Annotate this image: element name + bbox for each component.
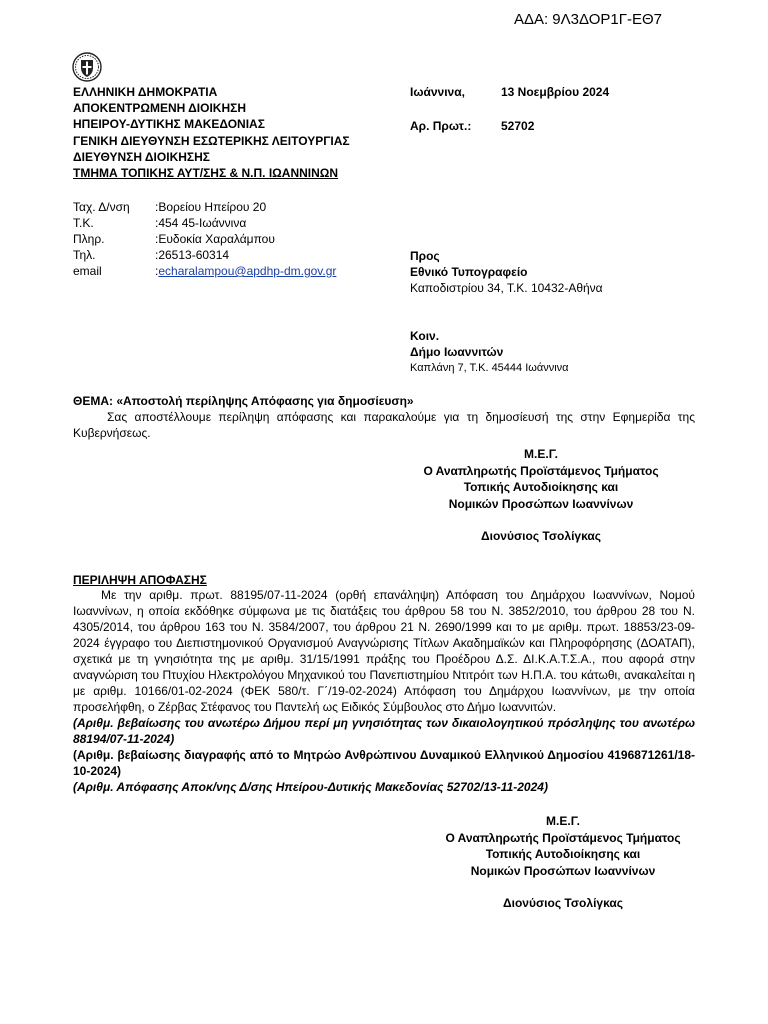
- contact-label: Τ.Κ.: [73, 216, 94, 230]
- authority-line: ΓΕΝΙΚΗ ΔΙΕΥΘΥΝΣΗ ΕΣΩΤΕΡΙΚΗΣ ΛΕΙΤΟΥΡΓΙΑΣ: [73, 133, 350, 148]
- authority-line: ΗΠΕΙΡΟΥ-ΔΥΤΙΚΗΣ ΜΑΚΕΔΟΝΙΑΣ: [73, 117, 265, 132]
- recipient-address: Καποδιστρίου 34, Τ.Κ. 10432-Αθήνα: [410, 281, 603, 295]
- ada-code: ΑΔΑ: 9Λ3ΔΟΡ1Γ-ΕΘ7: [513, 11, 662, 28]
- contact-label: Τηλ.: [73, 248, 96, 262]
- signature-meg: Μ.Ε.Γ.: [524, 447, 558, 461]
- contact-row: [73, 215, 336, 231]
- cc-label: Κοιν.: [410, 329, 440, 343]
- recipient-name: Εθνικό Τυπογραφείο: [410, 265, 528, 279]
- summary-paragraph: Με την αριθμ. πρωτ. 88195/07-11-2024 (ορθή επανάληψη) Απόφαση του Δημάρχου Ιωαννίνων, Νομού Ιωαννίνων, η οποία εκδόθηκε σύμφωνα με τις διατάξεις του άρθρου 58 του Ν. 3852/2010, του άρθρου 28 του Ν. 4305/2014, του άρθρου 163 του Ν. 3584/2007, του άρθρου 21 Ν. 2690/1999 και το με αριθμ. πρωτ. 18853/23-09-2024 έγγραφο του Διεπιστημονικού Οργανισμού Αναγνώρισης Τίτλων Ακαδημαϊκών και Πληροφόρησης (ΔΟΑΤΑΠ), σχετικά με τη γνησιότητα της με αριθμ. 31/15/1991 πράξης του Προέδρου Δ.Σ. ΔΙ.Κ.Α.Τ.Σ.Α., που αφορά στην αναγνώριση του Πτυχίου Ηλεκτρολόγου Μηχανικού του Πανεπιστημίου Ντιτρόιτ των Η.Π.Α. του κάτωθι, ανακαλείται η με αριθμ. 10166/01-02-2024 (ΦΕΚ 580/τ. Γ΄/19-02-2024) Απόφαση του Δημάρχου Ιωαννίνων, με την οποία προσελήφθη, ο Ζέρβας Στέφανος του Παντελή ως Ειδικός Σύμβουλος στο Δήμο Ιωαννιτών.: [73, 588, 695, 714]
- signatory-name: Διονύσιος Τσολίγκας: [481, 529, 601, 543]
- signature-title-line: Τοπικής Αυτοδιοίκησης και: [463, 480, 619, 494]
- greek-coat-of-arms-icon: [72, 52, 102, 82]
- summary-note: (Αριθμ. Απόφασης Αποκ/νης Δ/σης Ηπείρου-Δυτικής Μακεδονίας 52702/13-11-2024): [73, 780, 548, 794]
- email-colon: :: [155, 264, 159, 278]
- contact-block: [73, 199, 336, 279]
- issuing-authority: [73, 84, 350, 181]
- authority-line: ΑΠΟΚΕΝΤΡΩΜΕΝΗ ΔΙΟΙΚΗΣΗ: [73, 101, 247, 116]
- protocol-number: 52702: [501, 119, 535, 133]
- signature-title-line: Ο Αναπληρωτής Προϊστάμενος Τμήματος: [423, 463, 659, 478]
- authority-line: ΤΜΗΜΑ ΤΟΠΙΚΗΣ ΑΥΤ/ΣΗΣ & Ν.Π. ΙΩΑΝΝΙΝΩΝ: [73, 165, 339, 180]
- cc-address: Καπλάνη 7, Τ.Κ. 45444 Ιωάννινα: [410, 362, 569, 374]
- contact-row: [73, 231, 336, 247]
- contact-label: Ταχ. Δ/νση: [73, 200, 130, 214]
- intro-paragraph: Σας αποστέλλουμε περίληψη απόφασης και παρακαλούμε για τη δημοσίευσή της στην Εφημερίδα της Κυβερνήσεως.: [73, 410, 695, 440]
- document-place: Ιωάννινα,: [410, 85, 465, 99]
- signature-meg: Μ.Ε.Γ.: [546, 814, 580, 828]
- protocol-label: Αρ. Πρωτ.:: [410, 119, 472, 133]
- document-date: 13 Νοεμβρίου 2024: [501, 85, 610, 99]
- summary-note: (Αριθμ. βεβαίωσης διαγραφής από το Μητρώο Ανθρώπινου Δυναμικού Ελληνικού Δημοσίου 4196871261/18-10-2024): [73, 748, 695, 778]
- contact-value: :Ευδοκία Χαραλάμπου: [155, 232, 275, 246]
- signature-title-line: Τοπικής Αυτοδιοίκησης και: [485, 847, 641, 861]
- contact-label: Πληρ.: [73, 232, 105, 246]
- signature-block: [353, 446, 729, 545]
- signature-title-line: Ο Αναπληρωτής Προϊστάμενος Τμήματος: [445, 830, 681, 845]
- contact-row: [73, 199, 336, 215]
- summary-note: (Αριθμ. βεβαίωσης του ανωτέρω Δήμου περί μη γνησιότητας των δικαιολογητικού πρόσληψης του ανωτέρω 88194/07-11-2024): [73, 716, 695, 746]
- signature-title-line: Νομικών Προσώπων Ιωαννίνων: [448, 496, 634, 511]
- subject-line: ΘΕΜΑ: «Αποστολή περίληψης Απόφασης για δημοσίευση»: [73, 394, 414, 408]
- contact-value: :26513-60314: [155, 248, 230, 262]
- signatory-name: Διονύσιος Τσολίγκας: [503, 896, 623, 910]
- summary-section: [73, 587, 695, 795]
- contact-value: :Βορείου Ηπείρου 20: [155, 200, 267, 214]
- recipient-block: [410, 248, 603, 296]
- cc-name: Δήμο Ιωαννιτών: [410, 345, 504, 359]
- email-label: email: [73, 264, 102, 278]
- summary-title: ΠΕΡΙΛΗΨΗ ΑΠΟΦΑΣΗΣ: [73, 573, 207, 587]
- recipient-to-label: Προς: [410, 249, 440, 263]
- cc-block: [410, 328, 569, 376]
- contact-row: [73, 247, 336, 263]
- contact-row-email: [73, 263, 336, 279]
- signature-block-bottom: [375, 813, 751, 912]
- authority-line: ΕΛΛΗΝΙΚΗ ΔΗΜΟΚΡΑΤΙΑ: [73, 85, 218, 99]
- authority-line: ΔΙΕΥΘΥΝΣΗ ΔΙΟΙΚΗΣΗΣ: [73, 149, 210, 164]
- contact-value: :454 45-Ιωάννινα: [155, 216, 247, 230]
- email-link[interactable]: echaralampou@apdhp-dm.gov.gr: [158, 264, 337, 278]
- signature-title-line: Νομικών Προσώπων Ιωαννίνων: [470, 863, 656, 878]
